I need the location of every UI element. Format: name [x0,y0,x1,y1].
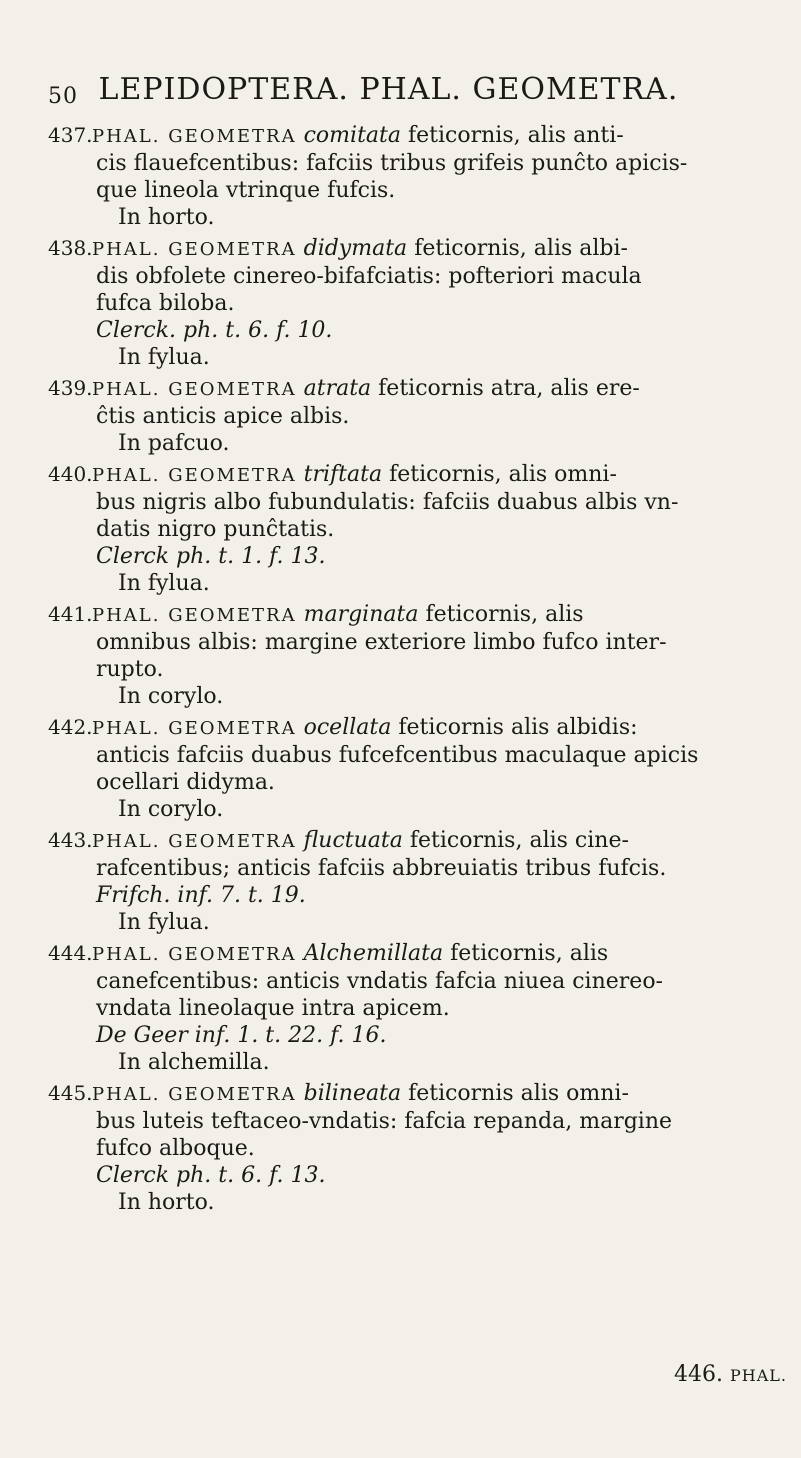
entry-number: 441. [48,602,93,626]
entry-first-line [48,827,788,855]
species-name: ocellata [303,715,392,740]
description-text: datis nigro punĉtatis. [96,517,335,542]
species-entry [48,827,788,936]
entry-first-line [48,1080,788,1108]
species-entry [48,601,788,710]
genus-name: PHAL. GEOMETRA [92,465,297,486]
species-name: didymata [303,236,408,261]
literature-reference: Clerck. ph. t. 6. f. 10. [96,318,333,343]
species-entry [48,375,788,457]
description-text: feticornis, alis [450,941,609,966]
species-entry [48,940,788,1076]
description-text: anticis fafciis duabus fufcefcentibus maculaque apicis [96,743,699,768]
species-name: fluctuata [303,828,403,853]
species-name: bilineata [303,1081,402,1106]
entry-number: 440. [48,462,93,486]
entry-first-line [48,461,788,489]
species-name: marginata [303,602,419,627]
species-entry [48,1080,788,1216]
literature-reference: Clerck ph. t. 1. f. 13. [96,544,326,569]
description-text: ĉtis anticis apice albis. [96,404,350,429]
entry-first-line [48,235,788,263]
species-entry [48,461,788,597]
description-text: que lineola vtrinque fufcis. [96,178,396,203]
habitat-text: In alchemilla. [118,1050,270,1075]
catchword-line [674,1362,787,1387]
entry-number: 439. [48,376,93,400]
genus-name: PHAL. GEOMETRA [92,1084,297,1105]
species-entry [48,235,788,371]
genus-name: PHAL. GEOMETRA [92,379,297,400]
species-name: comitata [303,123,401,148]
literature-reference: Clerck ph. t. 6. f. 13. [96,1163,326,1188]
description-text: feticornis alis omni- [408,1081,629,1106]
description-text: bus nigris albo fubundulatis: fafciis duabus albis vn- [96,490,679,515]
genus-name: PHAL. GEOMETRA [92,831,297,852]
description-text: canefcentibus: anticis vndatis fafcia niuea cinereo- [96,969,663,994]
description-text: fufca biloba. [96,291,235,316]
entry-number: 438. [48,236,93,260]
entry-first-line [48,122,788,150]
description-text: rupto. [96,657,164,682]
entry-number: 442. [48,715,93,739]
description-text: feticornis atra, alis ere- [378,376,640,401]
description-text: feticornis alis albidis: [398,715,638,740]
description-text: feticornis, alis [425,602,584,627]
species-name: atrata [303,376,372,401]
species-entry [48,714,788,823]
description-text: rafcentibus; anticis fafciis abbreuiatis tribus fufcis. [96,856,667,881]
description-text: dis obfolete cinereo-bifafciatis: pofteriori macula [96,264,642,289]
species-name: triftata [303,462,383,487]
literature-reference: De Geer inf. 1. t. 22. f. 16. [96,1023,387,1048]
description-text: omnibus albis: margine exteriore limbo fufco inter- [96,630,667,655]
entry-first-line [48,601,788,629]
description-text: ocellari didyma. [96,770,275,795]
description-text: bus luteis teftaceo-vndatis: fafcia repanda, margine [96,1109,673,1134]
description-text: feticornis, alis omni- [389,462,617,487]
genus-name: PHAL. GEOMETRA [92,126,297,147]
entry-first-line [48,375,788,403]
habitat-text: In fylua. [118,345,210,370]
description-text: cis flauefcentibus: fafciis tribus grifeis punĉto apicis- [96,151,688,176]
habitat-text: In pafcuo. [118,431,230,456]
description-text: feticornis, alis cine- [409,828,629,853]
entry-number: 444. [48,941,93,965]
species-entries [48,122,788,1220]
genus-name: PHAL. GEOMETRA [92,605,297,626]
entry-number: 437. [48,123,93,147]
habitat-text: In corylo. [118,684,224,709]
genus-name: PHAL. GEOMETRA [92,718,297,739]
species-entry [48,122,788,231]
running-title: LEPIDOPTERA. PHAL. GEOMETRA. [98,72,679,107]
habitat-text: In horto. [118,1190,215,1215]
description-text: vndata lineolaque intra apicem. [96,996,450,1021]
catchword: PHAL. [729,1366,787,1385]
catchword-number: 446. [674,1362,723,1387]
genus-name: PHAL. GEOMETRA [92,944,297,965]
entry-first-line [48,714,788,742]
description-text: feticornis, alis anti- [408,123,624,148]
page-number: 50 [48,84,78,109]
entry-number: 443. [48,828,93,852]
species-name: Alchemillata [303,941,444,966]
habitat-text: In corylo. [118,797,224,822]
habitat-text: In fylua. [118,571,210,596]
running-header [48,72,678,109]
habitat-text: In fylua. [118,910,210,935]
habitat-text: In horto. [118,205,215,230]
entry-first-line [48,940,788,968]
genus-name: PHAL. GEOMETRA [92,239,297,260]
description-text: feticornis, alis albi- [414,236,628,261]
entry-number: 445. [48,1081,93,1105]
description-text: fufco alboque. [96,1136,255,1161]
literature-reference: Frifch. inf. 7. t. 19. [96,883,306,908]
